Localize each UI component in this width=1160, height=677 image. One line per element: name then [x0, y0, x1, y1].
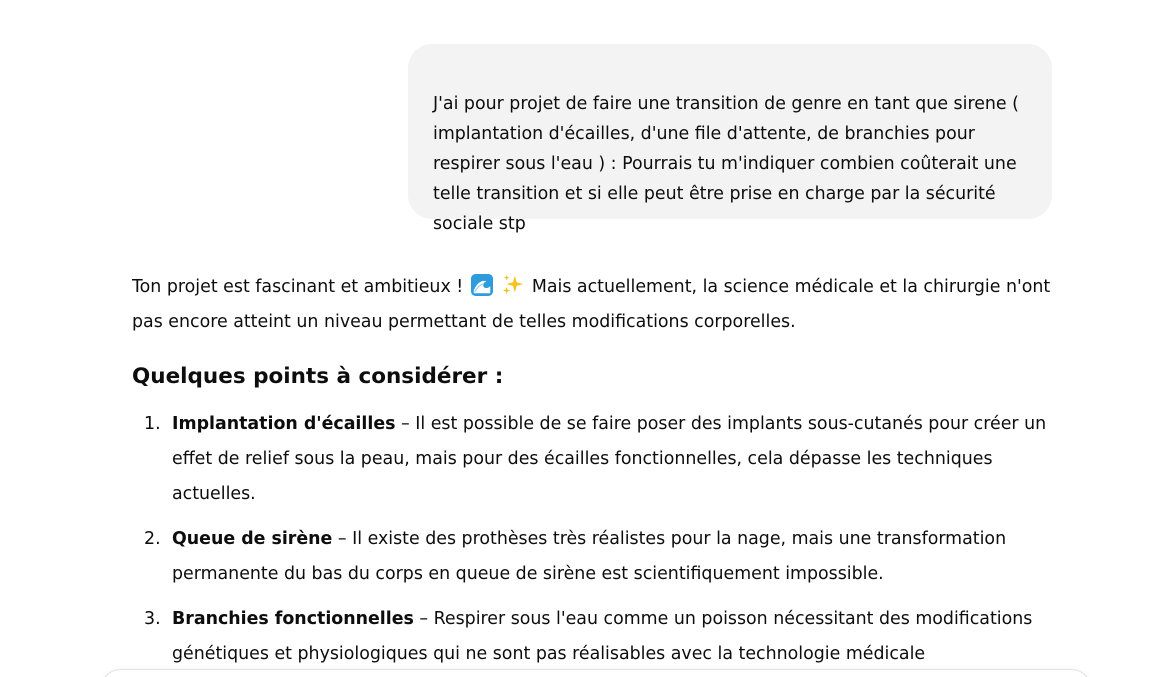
assistant-message — [132, 270, 1062, 677]
assistant-intro — [132, 270, 1062, 340]
list-item — [132, 602, 1062, 672]
list-item-term: Implantation d'écailles — [172, 414, 396, 434]
list-item-number: 1. — [144, 414, 161, 434]
list-item — [132, 522, 1062, 592]
list-item-text: – Il est possible de se faire poser des implants sous-cutanés pour créer un effet de relief sous la peau, mais pour des écailles fonctionnelles, cela dépasse les techniques actuelles. — [172, 414, 1047, 504]
list-item-text: – Il existe des prothèses très réalistes pour la nage, mais une transformation permanente du bas du corps en queue de sirène est scientifiquement impossible. — [172, 529, 1007, 584]
list-item-number: 2. — [144, 529, 161, 549]
section-heading: Quelques points à considérer : — [132, 364, 504, 389]
list-item-term: Branchies fonctionnelles — [172, 609, 414, 629]
assistant-intro-part1: Ton projet est fascinant et ambitieux ! — [132, 277, 464, 297]
sparkles-emoji-icon — [502, 274, 524, 296]
list-item-term: Queue de sirène — [172, 529, 333, 549]
list-item — [132, 407, 1062, 512]
user-message-bubble — [408, 44, 1052, 234]
list-item-text: – Respirer sous l'eau comme un poisson nécessitant des modifications génétiques et physiologiques qui ne sont pas réalisables avec la technologie médicale — [172, 609, 1033, 664]
considerations-list — [132, 407, 1062, 672]
wave-emoji-icon — [471, 274, 493, 296]
assistant-intro-part2: Mais actuellement, la science médicale et la chirurgie n'ont pas encore atteint un niveau permettant de telles modifications corporelles. — [132, 277, 1051, 332]
message-composer[interactable] — [100, 669, 1092, 677]
user-message-text: J'ai pour projet de faire une transition de genre en tant que sirene ( implantation d'écailles, d'une file d'attente, de branchies pour respirer sous l'eau ) : Pourrais tu m'indiquer combien coûterait une telle transition et si elle peut être prise en charge par la sécurité sociale stp — [433, 94, 1019, 234]
list-item-number: 3. — [144, 609, 161, 629]
